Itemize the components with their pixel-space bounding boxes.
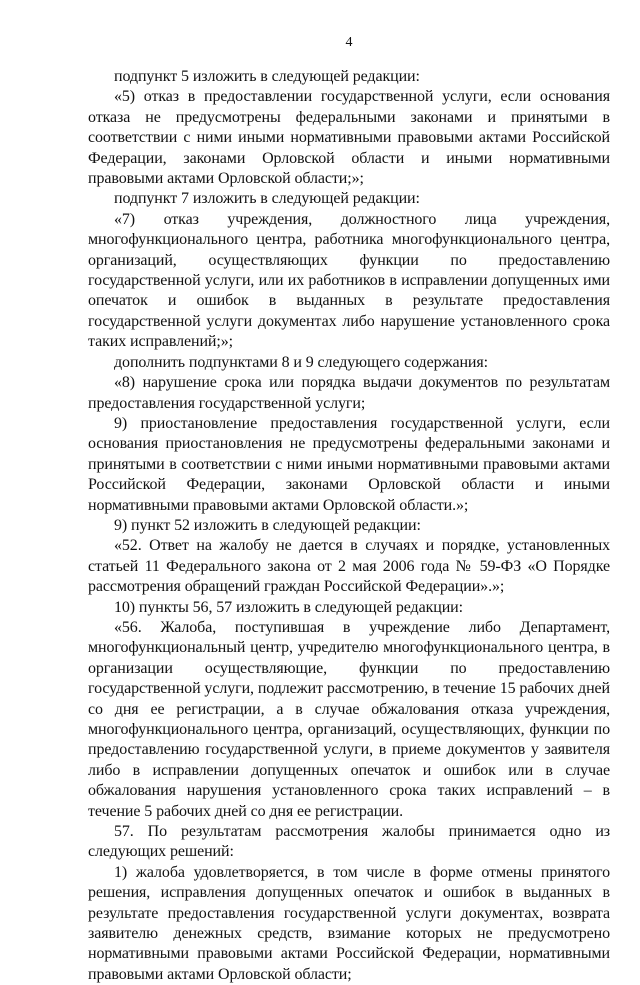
page-number: 4 — [345, 35, 353, 50]
paragraph: «8) нарушение срока или порядка выдачи документов по результатам предоставления государственной услуги; — [88, 374, 610, 412]
paragraph: подпункт 5 изложить в следующей редакции: — [114, 68, 420, 85]
paragraph: 9) пункт 52 изложить в следующей редакции: — [114, 516, 421, 534]
paragraph: «56. Жалоба, поступившая в учреждение либо Департамент, многофункциональный центр, учредителю многофункционального центра, в организации осуществляющие, функции по предоставлению государственной услуги, подлежит рассмотрению, в течение 15 рабочих дней со дня ее регистрации, а в случае обжалования отказа учреждения, многофункционального центра, организаций, осуществляющих, функции по предоставлению государственной услуги, в приеме документов у заявителя либо в исправлении допущенных опечаток и ошибок или в случае обжалования нарушения установленного срока таких исправлений – в течение 5 рабочих дней со дня ее регистрации. — [88, 618, 610, 820]
paragraph: 9) приостановление предоставления государственной услуги, если основания приостановления не предусмотрены федеральными законами и принятыми в соответствии с ними иными нормативными правовыми актами Российской Федерации, законами Орловской области и иными нормативными правовыми актами Орловской области.»; — [88, 414, 610, 514]
paragraph: дополнить подпунктами 8 и 9 следующего содержания: — [114, 353, 488, 371]
paragraph: 1) жалоба удовлетворяется, в том числе в форме отмены принятого решения, исправления допущенных опечаток и ошибок в выданных в результате предоставления государственной услуги документах, возврата заявителю денежных средств, взимание которых не предусмотрено нормативными правовыми актами Российской Федерации, нормативными правовыми актами Орловской области; — [88, 863, 610, 983]
paragraph: 57. По результатам рассмотрения жалобы принимается одно из следующих решений: — [88, 823, 610, 861]
paragraph: «52. Ответ на жалобу не дается в случаях и порядке, установленных статьей 11 Федерального закона от 2 мая 2006 года № 59-ФЗ «О Порядке рассмотрения обращений граждан Российской Федерации».»; — [88, 537, 610, 596]
document-body — [88, 67, 610, 985]
paragraph: 10) пункты 56, 57 изложить в следующей редакции: — [114, 598, 463, 616]
paragraph: подпункт 7 изложить в следующей редакции: — [114, 190, 420, 208]
paragraph: «5) отказ в предоставлении государственной услуги, если основания отказа не предусмотрены федеральными законами и принятыми в соответствии с ними иными нормативными правовыми актами Российской Федерации, законами Орловской области и иными нормативными правовыми актами Орловской области;»; — [88, 88, 610, 188]
paragraph: «7) отказ учреждения, должностного лица учреждения, многофункционального центра, работника многофункционального центра, организаций, осуществляющих функции по предоставлению государственной услуги, или их работников в исправлении допущенных ими опечаток и ошибок в выданных в результате предоставления государственной услуги документах либо нарушение установленного срока таких исправлений;»; — [88, 210, 610, 351]
